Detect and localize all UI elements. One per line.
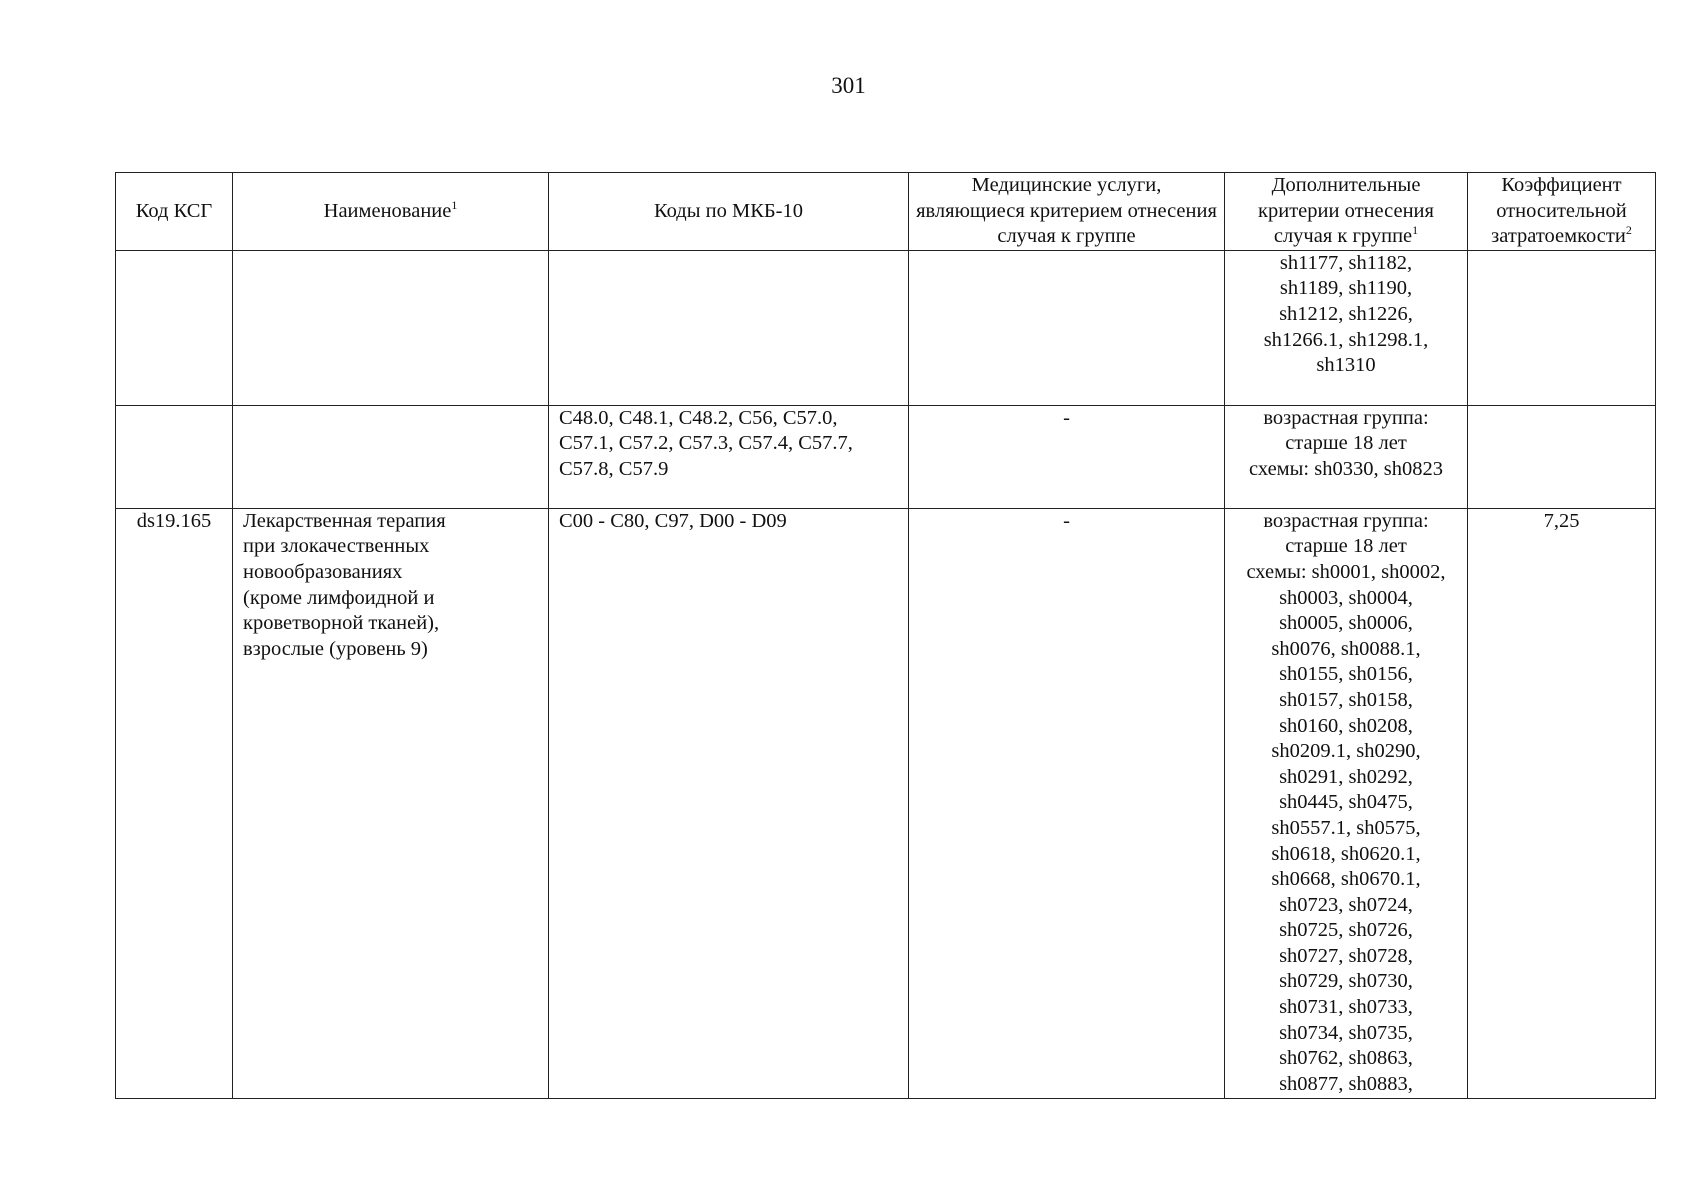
header-criteria: Дополнительные критерии отнесения случая к группе$^1$ <box>1225 173 1468 251</box>
cell-coef <box>1468 405 1656 508</box>
cell-mkb: C00 - C80, C97, D00 - D09 <box>549 508 909 1098</box>
table-row <box>116 508 1656 1098</box>
cell-coef: 7,25 <box>1468 508 1656 1098</box>
header-services: Медицинские услуги, являющиеся критерием отнесения случая к группе <box>909 173 1225 251</box>
ksg-table <box>115 172 1656 1099</box>
cell-services <box>909 250 1225 405</box>
footnote-mark: 2 <box>1625 223 1632 238</box>
header-mkb: Коды по МКБ-10 <box>549 173 909 251</box>
table-row <box>116 250 1656 405</box>
cell-code <box>116 405 233 508</box>
header-coef: Коэффициент относительной затратоемкости$^2$ <box>1468 173 1656 251</box>
header-name: Наименование$^1$ <box>233 173 549 251</box>
header-code: Код КСГ <box>116 173 233 251</box>
table-header-row <box>116 173 1656 251</box>
cell-coef <box>1468 250 1656 405</box>
cell-mkb <box>549 250 909 405</box>
cell-mkb: C48.0, C48.1, C48.2, C56, C57.0, C57.1, C57.2, C57.3, C57.4, C57.7, C57.8, C57.9 <box>549 405 909 508</box>
cell-name <box>233 405 549 508</box>
footnote-mark: 1 <box>451 197 458 212</box>
cell-services: - <box>909 405 1225 508</box>
cell-code: ds19.165 <box>116 508 233 1098</box>
footnote-mark: 1 <box>1412 223 1419 238</box>
cell-name <box>233 250 549 405</box>
cell-code <box>116 250 233 405</box>
page-number: 301 <box>831 73 866 98</box>
table-row <box>116 405 1656 508</box>
cell-criteria: sh1177, sh1182, sh1189, sh1190, sh1212, sh1226, sh1266.1, sh1298.1, sh1310 <box>1225 250 1468 405</box>
cell-name: Лекарственная терапия при злокачественных новообразованиях (кроме лимфоидной и кроветворной тканей), взрослые (уровень 9) <box>233 508 549 1098</box>
cell-criteria: возрастная группа: старше 18 лет схемы: sh0001, sh0002, sh0003, sh0004, sh0005, sh0006, sh0076, sh0088.1, sh0155, sh0156, sh0157, sh0158, sh0160, sh0208, sh0209.1, sh0290, sh0291, sh0292, sh0445, sh0475, sh0557.1, sh0575, sh0618, sh0620.1, sh0668, sh0670.1, sh0723, sh0724, sh0725, sh0726, sh0727, sh0728, sh0729, sh0730, sh0731, sh0733, sh0734, sh0735, sh0762, sh0863, sh0877, sh0883, <box>1225 508 1468 1098</box>
cell-services: - <box>909 508 1225 1098</box>
cell-criteria: возрастная группа: старше 18 лет схемы: sh0330, sh0823 <box>1225 405 1468 508</box>
